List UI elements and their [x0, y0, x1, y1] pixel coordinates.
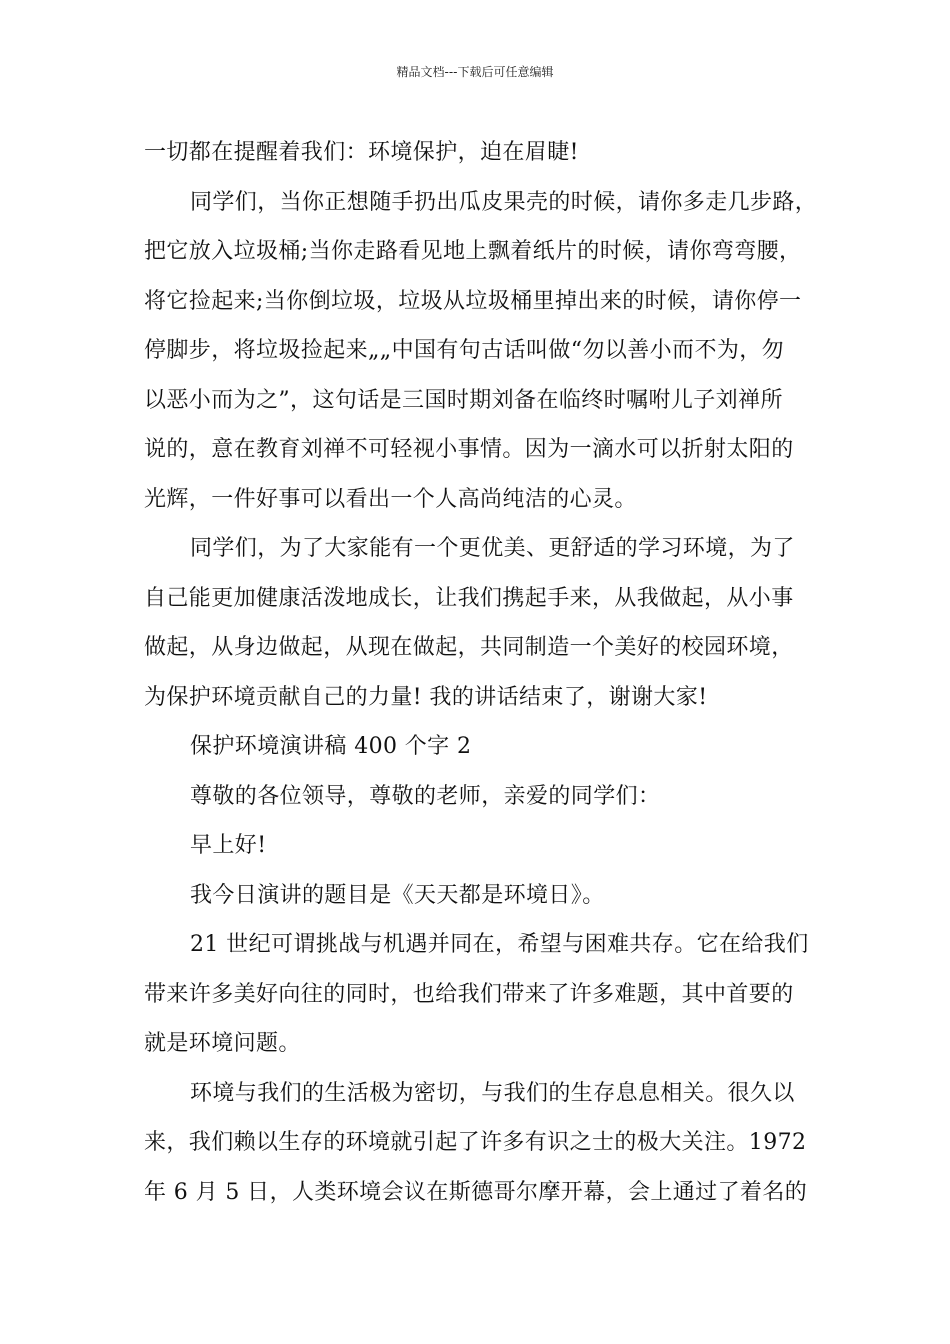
body-line: 带来许多美好向往的同时，也给我们带来了许多难题，其中首要的: [144, 981, 794, 1007]
body-line: 我今日演讲的题目是《天天都是环境日》。: [190, 882, 605, 908]
body-line: 将它捡起来;当你倒垃圾，垃圾从垃圾桶里掉出来的时候，请你停一: [144, 288, 802, 314]
body-line: 把它放入垃圾桶;当你走路看见地上飘着纸片的时候，请你弯弯腰，: [144, 239, 802, 264]
body-line: 同学们，为了大家能有一个更优美、更舒适的学习环境，为了: [190, 536, 795, 561]
body-line: 21 世纪可谓挑战与机遇并同在，希望与困难共存。它在给我们: [190, 932, 809, 957]
body-line: 以恶小而为之”，这句话是三国时期刘备在临终时嘱咐儿子刘禅所: [144, 387, 783, 413]
body-line: 就是环境问题。: [144, 1031, 301, 1056]
section-title: 保护环境演讲稿 400 个字 2: [190, 734, 472, 759]
body-line: 环境与我们的生活极为密切，与我们的生存息息相关。很久以: [190, 1080, 795, 1106]
body-line: 同学们，当你正想随手扔出瓜皮果壳的时候，请你多走几步路，: [190, 189, 818, 215]
body-line: 说的，意在教育刘禅不可轻视小事情。因为一滴水可以折射太阳的: [144, 437, 794, 462]
page-header: 精品文档---下载后可任意编辑: [396, 65, 554, 79]
body-line: 来，我们赖以生存的环境就引起了许多有识之士的极大关注。1972: [144, 1130, 807, 1155]
document-body: [144, 128, 818, 1217]
greeting: 早上好!: [190, 833, 267, 858]
body-line: 年 6 月 5 日，人类环境会议在斯德哥尔摩开幕，会上通过了着名的: [144, 1179, 808, 1205]
body-line: 做起，从身边做起，从现在做起，共同制造一个美好的校园环境，: [144, 635, 794, 660]
salutation: 尊敬的各位领导，尊敬的老师，亲爱的同学们：: [190, 783, 661, 809]
body-line: 自己能更加健康活泼地成长，让我们携起手来，从我做起，从小事: [144, 585, 794, 611]
body-line: 一切都在提醒着我们：环境保护，迫在眉睫!: [144, 140, 579, 165]
body-line: 光辉，一件好事可以看出一个人高尚纯洁的心灵。: [144, 486, 637, 512]
body-line: 为保护环境贡献自己的力量! 我的讲话结束了，谢谢大家!: [144, 684, 708, 710]
body-line: 停脚步，将垃圾捡起来„„中国有句古话叫做“勿以善小而不为，勿: [144, 338, 785, 363]
